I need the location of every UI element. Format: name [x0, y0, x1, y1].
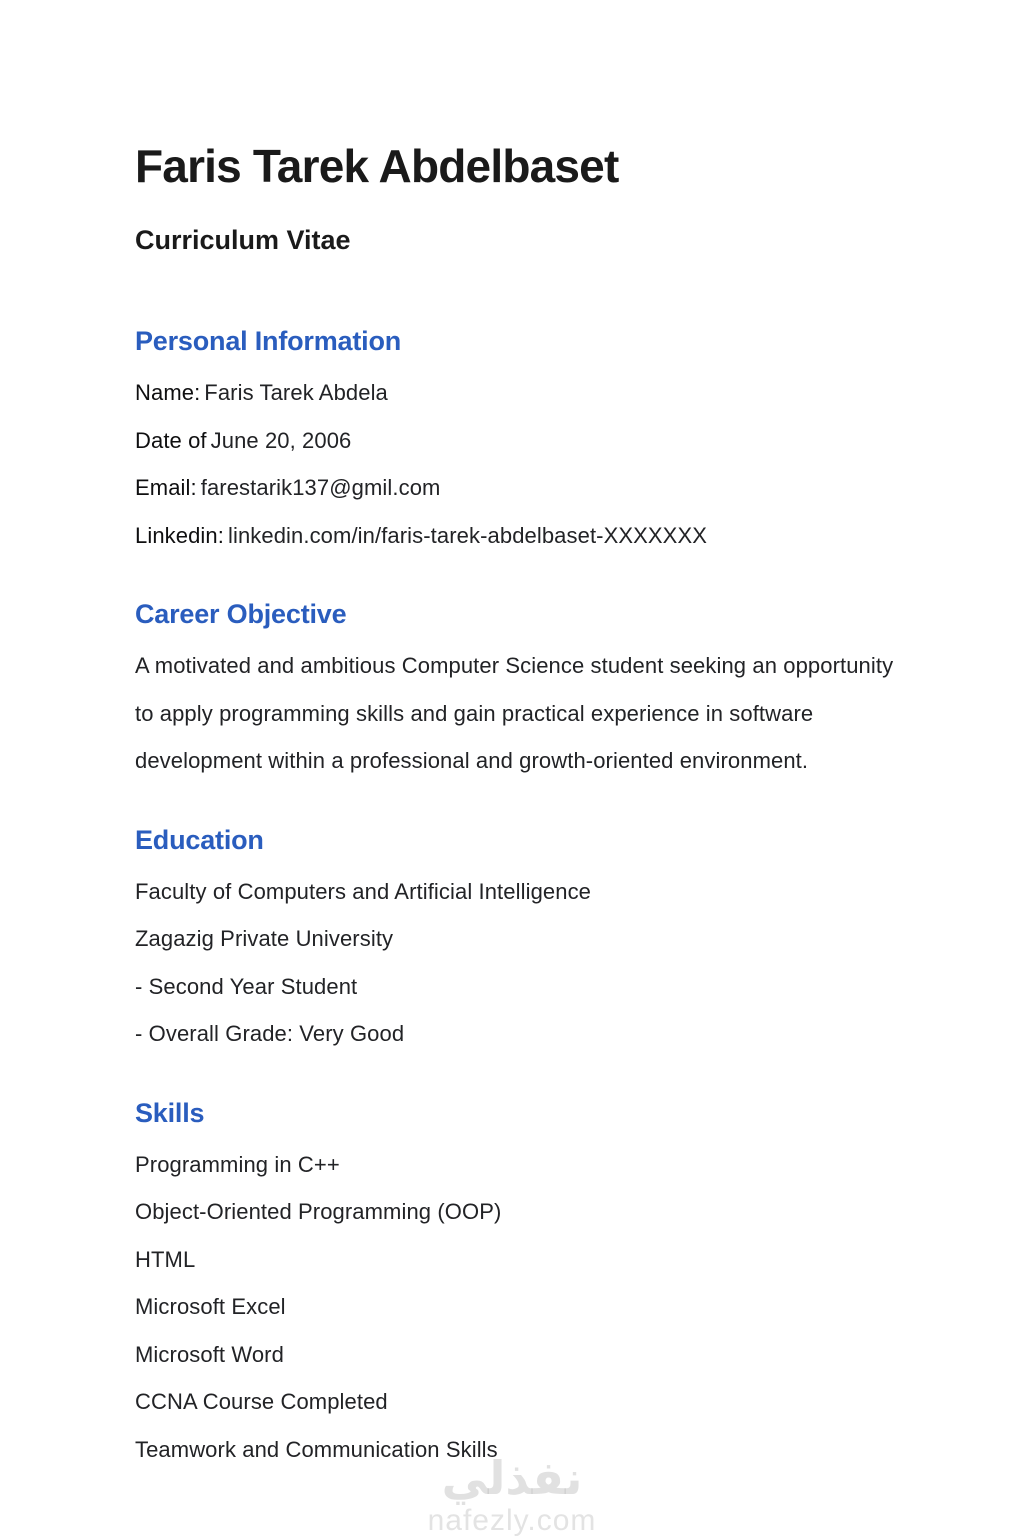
section-career-objective	[135, 559, 914, 785]
personal-field-email	[135, 464, 914, 512]
watermark-arabic-logo: نفذلي	[441, 1452, 583, 1504]
field-label: Linkedin:	[135, 522, 224, 548]
field-label: Email:	[135, 475, 197, 500]
field-value: linkedin.com/in/faris-tarek-abdelbaset-XXXXXXX	[227, 522, 708, 548]
field-value: June 20, 2006	[210, 427, 352, 453]
skill-item: CCNA Course Completed	[135, 1389, 388, 1414]
skill-item: Microsoft Excel	[135, 1294, 286, 1319]
career-objective-paragraph: A motivated and ambitious Computer Science student seeking an opportunity to apply programming skills and gain practical experience in software development within a professional and growth-oriented environment.	[135, 653, 894, 773]
skill-item: Programming in C++	[135, 1151, 340, 1177]
education-heading: Education	[135, 824, 264, 855]
cv-subtitle: Curriculum Vitae	[135, 225, 351, 255]
personal-field-linkedin	[135, 512, 914, 560]
cv-title: Faris Tarek Abdelbaset	[135, 140, 619, 192]
personal-field-name	[135, 369, 914, 417]
education-line: Faculty of Computers and Artificial Intelligence	[135, 878, 592, 904]
field-value: farestarik137@gmil.com	[200, 475, 441, 500]
education-line: Zagazig Private University	[135, 926, 394, 951]
skill-item: Teamwork and Communication Skills	[135, 1436, 498, 1462]
education-line: - Overall Grade: Very Good	[135, 1021, 405, 1046]
field-label: Date of	[135, 427, 207, 453]
section-education	[135, 785, 914, 1058]
skill-item: Microsoft Word	[135, 1341, 284, 1367]
skill-item: Object-Oriented Programming (OOP)	[135, 1199, 502, 1224]
skills-heading: Skills	[135, 1097, 205, 1128]
field-value: Faris Tarek Abdela	[204, 380, 388, 405]
section-skills	[135, 1058, 914, 1474]
career-objective-heading: Career Objective	[135, 599, 347, 629]
skill-item: HTML	[135, 1246, 196, 1272]
education-line: - Second Year Student	[135, 973, 358, 999]
personal-information-heading: Personal Information	[135, 326, 402, 356]
field-label: Name:	[135, 380, 201, 405]
section-personal-information	[135, 256, 914, 559]
watermark-domain: nafezly.com	[427, 1504, 597, 1536]
personal-field-date	[135, 417, 914, 465]
